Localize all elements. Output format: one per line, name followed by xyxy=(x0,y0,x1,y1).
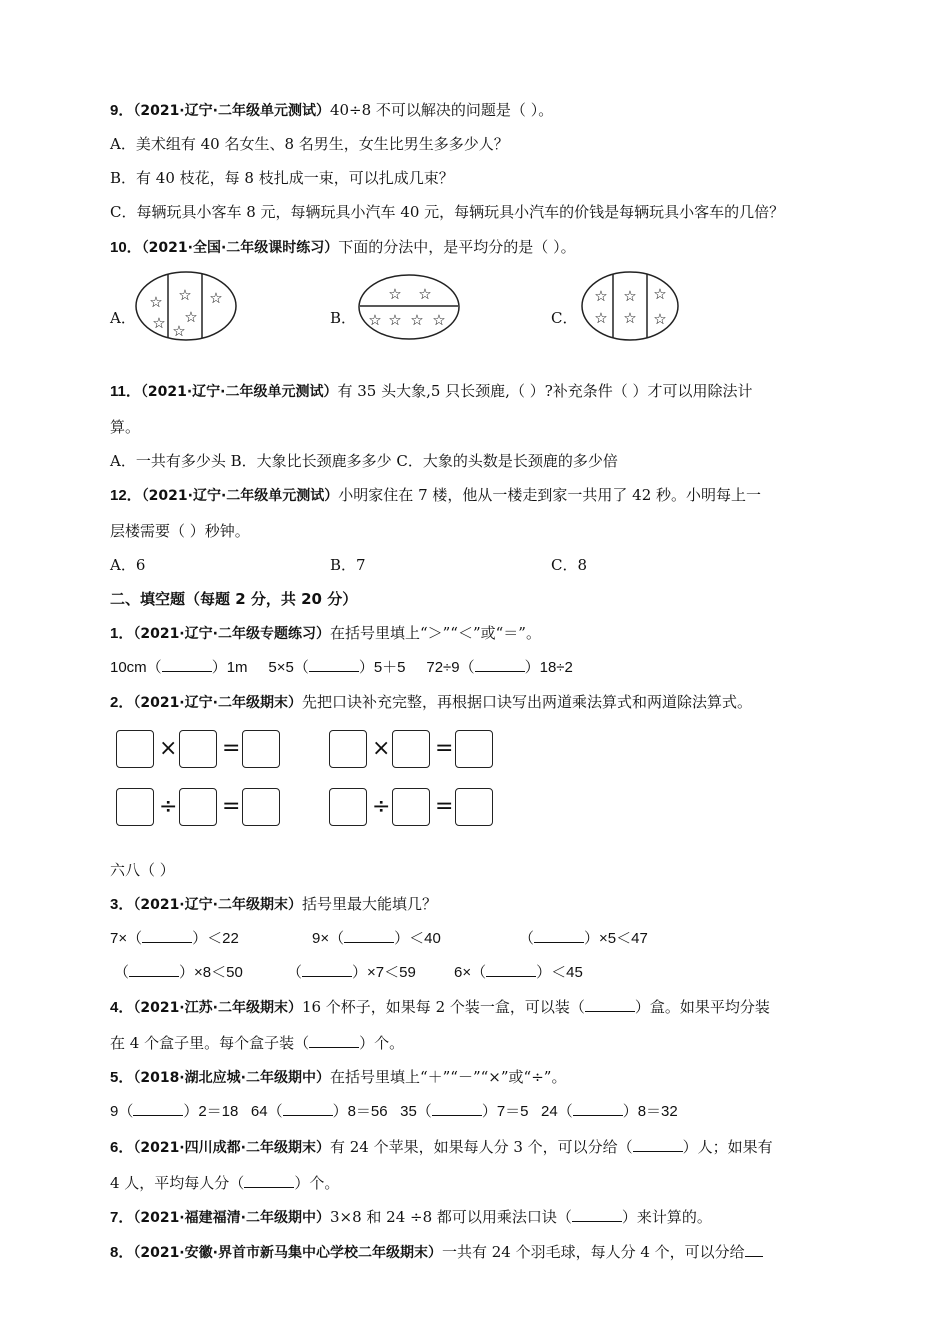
question-text: 下面的分法中，是平均分的是（ ）。 xyxy=(338,238,576,256)
question-12-stem-continued: 层楼需要（ ）秒钟。 xyxy=(110,522,250,540)
fill-4-stem-continued xyxy=(110,1033,404,1053)
question-text: 有 35 头大象,5 只长颈鹿,（ ）?补充条件（ ）才可以用除法计 xyxy=(337,382,753,400)
star-icon: ☆ xyxy=(410,311,424,329)
question-number: 7． xyxy=(110,1209,134,1226)
fill-2-answer-line: 六八（ ） xyxy=(110,861,175,879)
star-icon: ☆ xyxy=(653,285,667,303)
answer-blank[interactable] xyxy=(309,1033,359,1048)
question-number: 5． xyxy=(110,1069,134,1086)
question-12-option-b: B．7 xyxy=(330,556,366,574)
question-source: （2021·辽宁·二年级期末） xyxy=(133,695,302,711)
answer-blank[interactable] xyxy=(745,1242,763,1257)
question-12-option-a: A．6 xyxy=(110,556,146,574)
question-text: ）个。 xyxy=(359,1034,405,1052)
fill-3-item xyxy=(312,928,441,949)
star-icon: ☆ xyxy=(388,311,402,329)
equals-sign: = xyxy=(435,794,454,819)
question-text: 3×8 和 24 ÷8 都可以用乘法口诀（ xyxy=(329,1208,572,1226)
question-text: ）个。 xyxy=(294,1174,340,1192)
item-text: ）＜45 xyxy=(536,964,583,981)
question-number: 3． xyxy=(110,896,134,913)
fill-8-stem xyxy=(110,1242,763,1263)
equals-sign: = xyxy=(435,736,454,761)
fill-4-stem xyxy=(110,997,770,1018)
question-9-stem xyxy=(110,100,553,121)
item-text: 6×（ xyxy=(454,964,487,981)
item-text: （ xyxy=(287,964,303,981)
oval-figure-b xyxy=(357,272,461,342)
answer-blank[interactable] xyxy=(244,1173,294,1188)
item-text: 24（ xyxy=(541,1103,573,1120)
star-icon: ☆ xyxy=(418,285,432,303)
question-9-option-c: C．每辆玩具小客车 8 元，每辆玩具小汽车 40 元，每辆玩具小汽车的价钱是每辆玩具小客车的几倍？ xyxy=(110,203,785,221)
answer-blank[interactable] xyxy=(432,1101,482,1116)
question-source: （2021·全国·二年级课时练习） xyxy=(141,240,339,256)
item-text: ）8＝32 xyxy=(622,1103,678,1120)
star-icon: ☆ xyxy=(623,309,637,327)
item-text: ）18÷2 xyxy=(524,659,573,676)
question-number: 4． xyxy=(110,999,134,1016)
item-text: 10cm（ xyxy=(110,659,162,676)
item-text: 5×5（ xyxy=(268,659,309,676)
item-text: ）2＝18 xyxy=(183,1103,239,1120)
answer-box[interactable] xyxy=(329,730,367,768)
question-source: （2021·辽宁·二年级期末） xyxy=(133,897,302,913)
question-12-option-c: C．8 xyxy=(551,556,588,574)
times-sign: × xyxy=(159,736,178,761)
oval-outline xyxy=(582,272,678,340)
answer-box[interactable] xyxy=(455,730,493,768)
item-text: ）＜22 xyxy=(192,930,239,947)
item-text: 35（ xyxy=(400,1103,432,1120)
star-icon: ☆ xyxy=(184,308,198,326)
question-text: 4 人，平均每人分（ xyxy=(110,1174,245,1192)
answer-blank[interactable] xyxy=(344,928,394,943)
star-icon: ☆ xyxy=(172,322,186,340)
item-text: ）＜40 xyxy=(394,930,441,947)
question-number: 11． xyxy=(110,383,141,400)
question-text: 小明家住在 7 楼，他从一楼走到家一共用了 42 秒。小明每上一 xyxy=(338,486,762,504)
star-icon: ☆ xyxy=(209,289,223,307)
fill-6-stem xyxy=(110,1137,773,1158)
equals-sign: = xyxy=(222,736,241,761)
question-text: ）人；如果有 xyxy=(682,1138,773,1156)
oval-outline xyxy=(359,275,459,339)
question-number: 10． xyxy=(110,239,142,256)
question-12-stem xyxy=(110,485,761,506)
item-text: （ xyxy=(519,930,535,947)
divide-sign: ÷ xyxy=(159,794,178,819)
question-text: ）来计算的。 xyxy=(621,1208,712,1226)
item-text: ）1m xyxy=(211,659,248,676)
question-text: 括号里最大能填几？ xyxy=(301,895,437,913)
question-11-options: A．一共有多少头 B．大象比长颈鹿多多少 C．大象的头数是长颈鹿的多少倍 xyxy=(110,452,618,470)
fill-7-stem xyxy=(110,1207,712,1228)
answer-box[interactable] xyxy=(242,730,280,768)
item-text: 9×（ xyxy=(312,930,345,947)
star-icon: ☆ xyxy=(623,287,637,305)
answer-blank[interactable] xyxy=(572,1207,622,1222)
question-source: （2021·福建福清·二年级期中） xyxy=(133,1210,330,1226)
fill-3-item xyxy=(110,928,239,949)
question-9-option-b: B．有 40 枝花，每 8 枝扎成一束，可以扎成几束？ xyxy=(110,169,454,187)
answer-blank[interactable] xyxy=(475,657,525,672)
answer-blank[interactable] xyxy=(129,962,179,977)
star-icon: ☆ xyxy=(432,311,446,329)
question-source: （2021·江苏·二年级期末） xyxy=(133,1000,302,1016)
fill-3-item xyxy=(287,962,416,983)
star-icon: ☆ xyxy=(149,293,163,311)
fill-5-items xyxy=(110,1101,678,1122)
oval-figure-c xyxy=(580,270,680,342)
star-icon: ☆ xyxy=(594,287,608,305)
item-text: （ xyxy=(114,964,130,981)
question-text: 在 4 个盒子里。每个盒子装（ xyxy=(110,1034,310,1052)
star-icon: ☆ xyxy=(388,285,402,303)
oval-figure-a xyxy=(134,270,238,342)
answer-box[interactable] xyxy=(392,788,430,826)
question-number: 9． xyxy=(110,102,134,119)
item-text: 7×（ xyxy=(110,930,143,947)
item-text: ）×8＜50 xyxy=(179,964,243,981)
question-text: 16 个杯子，如果每 2 个装一盒，可以装（ xyxy=(301,998,585,1016)
question-number: 6． xyxy=(110,1139,134,1156)
section-title: 二、填空题（每题 2 分，共 20 分） xyxy=(110,590,358,608)
item-text: 9（ xyxy=(110,1103,134,1120)
item-text: 72÷9（ xyxy=(426,659,475,676)
item-text: ）7＝5 xyxy=(481,1103,529,1120)
fill-2-stem xyxy=(110,692,752,713)
question-source: （2021·辽宁·二年级单元测试） xyxy=(133,103,330,119)
fill-3-stem xyxy=(110,894,437,915)
question-number: 1． xyxy=(110,625,134,642)
answer-blank[interactable] xyxy=(309,657,359,672)
question-9-option-a: A．美术组有 40 名女生、8 名男生，女生比男生多多少人？ xyxy=(110,135,509,153)
answer-blank[interactable] xyxy=(162,657,212,672)
question-text: 先把口诀补充完整，再根据口诀写出两道乘法算式和两道除法算式。 xyxy=(301,693,752,711)
answer-box[interactable] xyxy=(455,788,493,826)
answer-blank[interactable] xyxy=(142,928,192,943)
answer-box[interactable] xyxy=(329,788,367,826)
star-icon: ☆ xyxy=(178,286,192,304)
question-source: （2021·安徽·界首市新马集中心学校二年级期末） xyxy=(133,1245,442,1261)
question-11-stem-continued: 算。 xyxy=(110,418,141,436)
star-icon: ☆ xyxy=(368,311,382,329)
answer-blank[interactable] xyxy=(585,997,635,1012)
item-text: 64（ xyxy=(250,1103,283,1120)
item-text: ）×5＜47 xyxy=(584,930,648,947)
answer-box[interactable] xyxy=(116,730,154,768)
answer-blank[interactable] xyxy=(133,1101,183,1116)
fill-1-stem xyxy=(110,623,541,644)
question-source: （2021·辽宁·二年级专题练习） xyxy=(133,626,330,642)
answer-blank[interactable] xyxy=(283,1101,333,1116)
times-sign: × xyxy=(372,736,391,761)
question-source: （2018·湖北应城·二年级期中） xyxy=(133,1070,330,1086)
divide-sign: ÷ xyxy=(372,794,391,819)
question-text: 一共有 24 个羽毛球，每人分 4 个，可以分给 xyxy=(441,1243,745,1261)
question-number: 2． xyxy=(110,694,134,711)
question-number: 8． xyxy=(110,1244,134,1261)
question-10-option-a-label: A． xyxy=(110,309,136,327)
star-icon: ☆ xyxy=(594,309,608,327)
question-source: （2021·四川成都·二年级期末） xyxy=(133,1140,330,1156)
answer-box[interactable] xyxy=(179,788,217,826)
star-icon: ☆ xyxy=(152,314,166,332)
answer-box[interactable] xyxy=(179,730,217,768)
fill-6-stem-continued xyxy=(110,1173,339,1193)
fill-3-item xyxy=(454,962,583,983)
question-11-stem xyxy=(110,381,753,402)
question-number: 12． xyxy=(110,487,142,504)
question-text: 有 24 个苹果，如果每人分 3 个，可以分给（ xyxy=(329,1138,633,1156)
answer-blank[interactable] xyxy=(302,962,352,977)
question-10-stem xyxy=(110,237,576,258)
answer-blank[interactable] xyxy=(573,1101,623,1116)
answer-blank[interactable] xyxy=(633,1137,683,1152)
question-text: 在括号里填上“＋”“－”“×”或“÷”。 xyxy=(329,1068,567,1086)
question-10-option-b-label: B． xyxy=(330,309,357,327)
answer-box[interactable] xyxy=(116,788,154,826)
fill-3-item xyxy=(114,962,243,983)
item-text: ）5＋5 xyxy=(358,659,406,676)
fill-3-item xyxy=(519,928,648,949)
question-text: 40÷8 不可以解决的问题是（ ）。 xyxy=(329,101,554,119)
answer-blank[interactable] xyxy=(486,962,536,977)
item-text: ）×7＜59 xyxy=(352,964,416,981)
star-icon: ☆ xyxy=(653,310,667,328)
fill-1-items xyxy=(110,657,573,678)
question-source: （2021·辽宁·二年级单元测试） xyxy=(141,488,339,504)
answer-blank[interactable] xyxy=(534,928,584,943)
question-10-option-c-label: C． xyxy=(551,309,578,327)
question-source: （2021·辽宁·二年级单元测试） xyxy=(140,384,338,400)
fill-5-stem xyxy=(110,1067,566,1088)
question-text: ）盒。如果平均分装 xyxy=(634,998,770,1016)
item-text: ）8＝56 xyxy=(332,1103,388,1120)
equals-sign: = xyxy=(222,794,241,819)
answer-box[interactable] xyxy=(242,788,280,826)
answer-box[interactable] xyxy=(392,730,430,768)
question-text: 在括号里填上“＞”“＜”或“＝”。 xyxy=(329,624,541,642)
